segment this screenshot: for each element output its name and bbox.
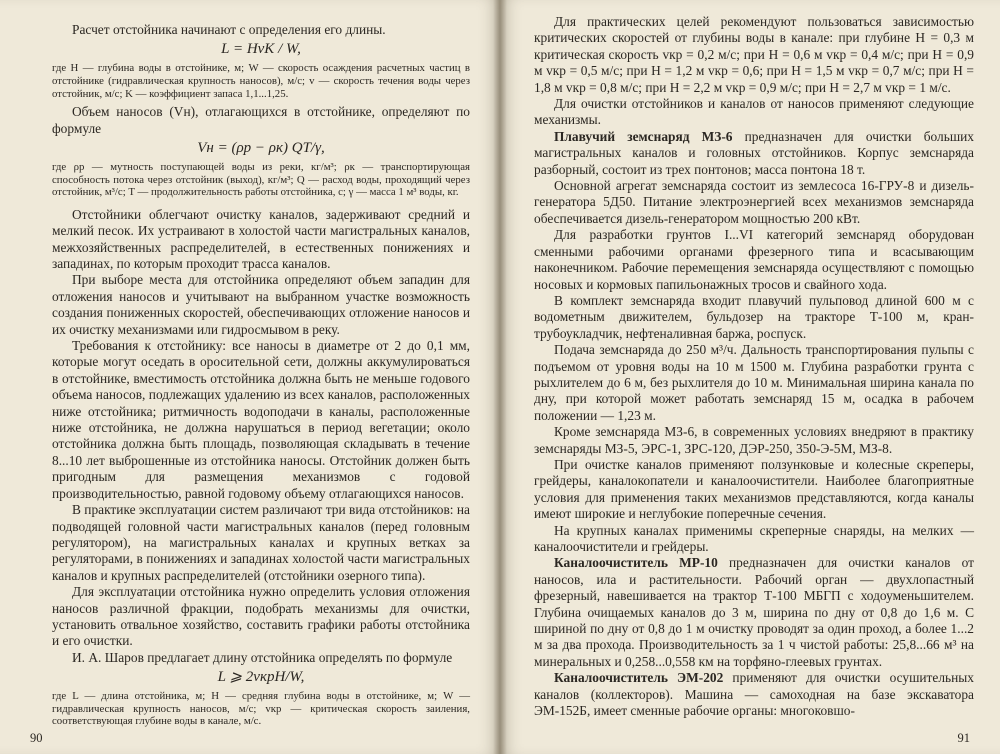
- formula-length: L = HvK / W,: [221, 41, 301, 58]
- paragraph-text: применяют для очистки осушительных каналов (коллекторов). Машина — самоходная на базе экскаватора ЭМ-152Б, имеет сменные рабочие органы: многоковшо-: [534, 670, 974, 719]
- paragraph: На крупных каналах применимы скреперные снаряды, на мелких — каналоочистители и грейдеры.: [534, 522, 974, 554]
- right-page: [500, 0, 1000, 754]
- paragraph: И. А. Шаров предлагает длину отстойника определять по формуле: [72, 649, 453, 665]
- formula-notes: где L — длина отстойника, м; H — средняя глубина воды в отстойнике, м; W — гидравлическая крупность наносов, м/с; vкр — критическая скорость заиления, соответствующая глубине воды в канале, м/с.: [52, 690, 470, 728]
- section-heading: Плавучий земснаряд МЗ-6: [554, 128, 733, 144]
- paragraph: Для разработки грунтов I...VI категорий земснаряд оборудован сменными рабочими органами фрезерного типа и всасывающим наконечником. Рабочие перемещения земснаряда осуществляют с помощью носовых и кормовых папильонажных тросов и свайного хода.: [534, 227, 974, 292]
- formula-volume: Vн = (ρр − ρк) QT/γ,: [197, 140, 325, 156]
- paragraph: [534, 670, 974, 719]
- paragraph: Для практических целей рекомендуют пользоваться зависимостью критических скоростей от глубины воды в канале: при глубине H = 0,3 м критическая скорость vкр = 0,2 м/с; при H = 0,6 м vкр = 0,4 м/с; при H = 0,9 м vкр = 0,5 м/с; при H = 1,2 м vкр = 0,6; при H = 1,5 м vкр = 0,7 м/с; при H = 1,8 м vкр = 0,8 м/с; при H = 2,2 м vкр = 0,9 м/с; при H = 2,7 м vкр = 1 м/с.: [534, 14, 974, 95]
- paragraph: [534, 129, 974, 178]
- page-number: 91: [957, 731, 970, 745]
- book-gutter: [493, 0, 507, 754]
- paragraph: Кроме земснаряда МЗ-6, в современных условиях внедряют в практику земснаряды МЗ-5, ЭРС-1, ЗРС-120, ДЭР-250, 350-Э-5М, МЗ-8.: [534, 424, 974, 456]
- page-number: 90: [30, 731, 43, 745]
- formula-sharov: L ⩾ 2vкрH/W,: [217, 669, 305, 686]
- paragraph: [534, 555, 974, 670]
- paragraph: Подача земснаряда до 250 м³/ч. Дальность транспортирования пульпы с подъемом от уровня воды на 10 м 1500 м. Глубина разработки грунта с рыхлителем до 6 м, без рыхлителя до 10 м. Минимальная ширина канала по дну, при которой может работать земснаряд 15 м, осадка в рабочем положении — 1,23 м.: [534, 342, 974, 423]
- paragraph: Расчет отстойника начинают с определения его длины.: [72, 22, 386, 37]
- paragraph-text: предназначен для очистки каналов от наносов, ила и растительности. Рабочий орган — двухлопастный фрезерный, навешивается на трактор Т-100 МБГП с ходоуменьшителем. Глубина очищаемых каналов до 3 м, ширина по дну от 0,8 до 1,6 м. С шириной по дну от 0,8 до 1 м очистку проводят за один проход, а более 1...2 м за два прохода. Производительность за 1 ч чистой работы: 25,8...66 м³ на минеральных и 0,258...0,558 км на торфяно-глеевых грунтах.: [534, 555, 974, 669]
- paragraph: При очистке каналов применяют ползунковые и колесные скреперы, грейдеры, каналокопатели и каналоочистители. Наиболее благоприятные условия для применения таких механизмов представляются, когда каналы имеют широкие и неглубокие поперечные сечения.: [534, 456, 974, 522]
- paragraph: Основной агрегат земснаряда состоит из землесоса 16-ГРУ-8 и дизель-генератора 5Д50. Питание электроэнергией всех механизмов земснаряда обеспечивается дизель-генератором мощностью 200 кВт.: [534, 178, 974, 226]
- paragraph: Требования к отстойнику: все наносы в диаметре от 2 до 0,1 мм, которые могут оседать в оросительной сети, должны аккумулироваться в отстойнике, вместимость отстойника должна быть не меньше годового объема наносов, подлежащих удалению из всех каналов, расположенных ниже отстойника; ритмичность водоподачи в каналы, расположенные ниже отстойника, не должна нарушаться в период вегетации; около отстойника должна быть площадь, позволяющая складывать в течение 8...10 лет выброшенные из отстойника наносы. Отстойник должен быть пригодным для размещения механизмов с годовой производительностью, равной годовому объему отлагающихся наносов.: [52, 338, 470, 501]
- section-heading: Каналоочиститель МР-10: [554, 555, 718, 571]
- paragraph-text: предназначен для очистки больших магистральных каналов и головных отстойников. Корпус земснаряда разборный, состоит из трех понтонов; масса понтона 18 т.: [534, 128, 974, 177]
- paragraph: В комплект земснаряда входит плавучий пульповод длиной 600 м с водометным движителем, бульдозер на тракторе Т-100 м, кран-трубоукладчик, нефтеналивная баржа, роспуск.: [534, 292, 974, 341]
- formula-notes: где ρр — мутность поступающей воды из реки, кг/м³; ρк — транспортирующая способность потока через отстойник (выход), кг/м³; Q — расход воды, проходящий через отстойник, м³/с; T — продолжительность работы отстойника, с; γ — масса 1 м³ воды, кг.: [52, 161, 470, 199]
- paragraph: Объем наносов (Vн), отлагающихся в отстойнике, определяют по формуле: [52, 104, 470, 136]
- paragraph: Для эксплуатации отстойника нужно определить условия отложения наносов различной фракции, подобрать механизмы для очистки, установить отвальное хозяйство, составить графики работы отстойника и его очистки.: [52, 584, 470, 649]
- paragraph: При выборе места для отстойника определяют объем западин для отложения наносов и учитывают на выбранном участке возможность создания пониженных скоростей, обеспечивающих отложение наносов и их очистку механизмами или гидросмывом в реку.: [52, 272, 470, 337]
- paragraph: В практике эксплуатации систем различают три вида отстойников: на подводящей головной части магистральных каналов (перед головным регулятором), на магистральных каналах и крупных ветках за регуляторами, в понижениях и западинах холостой части магистральных каналов и крупных распределителей (отстойники озерного типа).: [52, 502, 470, 583]
- formula-notes: где H — глубина воды в отстойнике, м; W — скорость осаждения расчетных частиц в отстойнике (гидравлическая крупность наносов), м/с; v — скорость течения воды через отстойник, м/с; K — коэффициент запаса 1,1...1,25.: [52, 62, 470, 100]
- section-heading: Каналоочиститель ЭМ-202: [554, 670, 724, 686]
- paragraph: Отстойники облегчают очистку каналов, задерживают средний и мелкий песок. Их устраивают в холостой части магистральных каналов, межхозяйственных распределителей, в естественных понижениях и западинах, по которым проходит трасса каналов.: [52, 206, 470, 271]
- paragraph: Для очистки отстойников и каналов от наносов применяют следующие механизмы.: [534, 96, 974, 128]
